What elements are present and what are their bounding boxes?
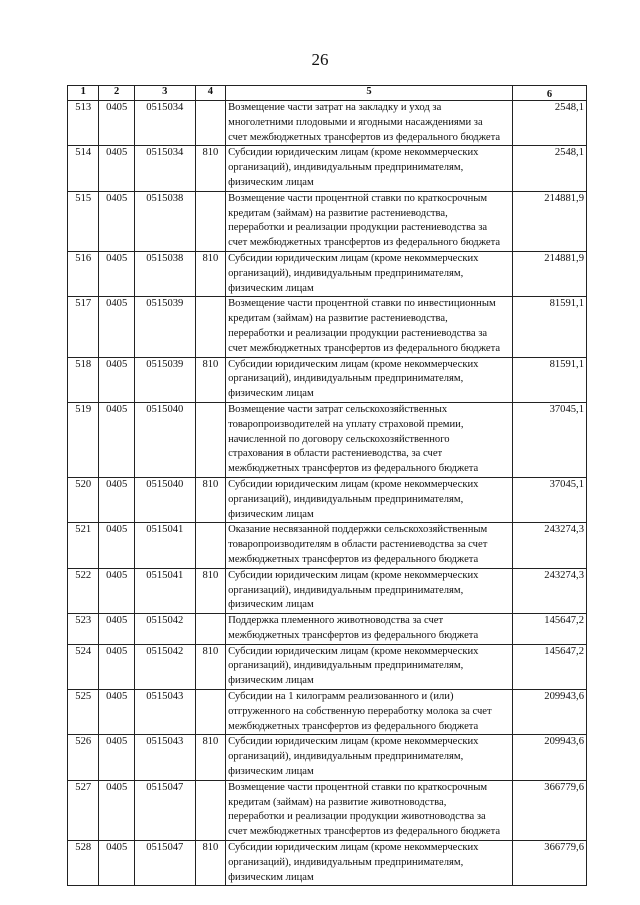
table-row — [68, 614, 587, 645]
item-name-line: организаций), индивидуальным предпринимателям, — [228, 267, 464, 279]
row-number: 513 — [68, 101, 99, 146]
item-name — [226, 735, 513, 780]
row-number: 528 — [68, 841, 99, 886]
target-article-code: 0515040 — [134, 402, 195, 477]
row-number: 518 — [68, 357, 99, 402]
item-name-line: отгруженного на собственную переработку молока за счет — [228, 705, 492, 717]
item-name-line: организаций), индивидуальным предпринимателям, — [228, 751, 464, 763]
item-name — [226, 101, 513, 146]
item-name — [226, 841, 513, 886]
item-name-line: Субсидии юридическим лицам (кроме некоммерческих — [228, 569, 479, 581]
expense-type-code: 810 — [195, 644, 225, 689]
amount: 243274,3 — [512, 523, 586, 568]
header-col-6: 6 — [512, 86, 586, 101]
section-code: 0405 — [99, 614, 134, 645]
table-header — [68, 86, 587, 101]
section-code: 0405 — [99, 101, 134, 146]
section-code: 0405 — [99, 191, 134, 251]
item-name-line: многолетними плодовыми и ягодными насаждениями за — [228, 116, 483, 128]
amount: 2548,1 — [512, 146, 586, 191]
section-code: 0405 — [99, 780, 134, 840]
section-code: 0405 — [99, 568, 134, 613]
item-name — [226, 477, 513, 522]
table-row — [68, 568, 587, 613]
amount: 209943,6 — [512, 690, 586, 735]
expense-type-code: 810 — [195, 357, 225, 402]
item-name — [226, 402, 513, 477]
table-row — [68, 523, 587, 568]
item-name-line: межбюджетных трансфертов из федерального бюджета — [228, 629, 479, 641]
amount: 37045,1 — [512, 402, 586, 477]
item-name — [226, 357, 513, 402]
item-name — [226, 568, 513, 613]
section-code: 0405 — [99, 735, 134, 780]
target-article-code: 0515038 — [134, 191, 195, 251]
item-name-line: Субсидии юридическим лицам (кроме некоммерческих — [228, 478, 479, 490]
item-name-line: организаций), индивидуальным предпринимателям, — [228, 584, 464, 596]
amount: 243274,3 — [512, 568, 586, 613]
item-name — [226, 146, 513, 191]
table-row — [68, 251, 587, 296]
row-number: 520 — [68, 477, 99, 522]
table-row — [68, 191, 587, 251]
row-number: 519 — [68, 402, 99, 477]
row-number: 516 — [68, 251, 99, 296]
item-name-line: межбюджетных трансфертов из федерального бюджета — [228, 720, 479, 732]
section-code: 0405 — [99, 841, 134, 886]
item-name-line: товаропроизводителям в области растениеводства за счет — [228, 539, 488, 551]
item-name-line: Субсидии юридическим лицам (кроме некоммерческих — [228, 736, 479, 748]
target-article-code: 0515042 — [134, 644, 195, 689]
item-name-line: физическим лицам — [228, 508, 314, 520]
target-article-code: 0515047 — [134, 841, 195, 886]
expense-type-code: 810 — [195, 735, 225, 780]
item-name-line: счет межбюджетных трансфертов из федерального бюджета — [228, 131, 501, 143]
target-article-code: 0515043 — [134, 735, 195, 780]
item-name-line: организаций), индивидуальным предпринимателям, — [228, 856, 464, 868]
expense-type-code: 810 — [195, 477, 225, 522]
target-article-code: 0515041 — [134, 568, 195, 613]
table-row — [68, 780, 587, 840]
expense-type-code: 810 — [195, 146, 225, 191]
item-name-line: переработки и реализации продукции растениеводства за — [228, 222, 488, 234]
item-name-line: организаций), индивидуальным предпринимателям, — [228, 493, 464, 505]
section-code: 0405 — [99, 644, 134, 689]
item-name-line: организаций), индивидуальным предпринимателям, — [228, 660, 464, 672]
row-number: 514 — [68, 146, 99, 191]
row-number: 517 — [68, 297, 99, 357]
table-row — [68, 690, 587, 735]
row-number: 522 — [68, 568, 99, 613]
target-article-code: 0515038 — [134, 251, 195, 296]
header-col-5: 5 — [226, 86, 513, 101]
header-col-2: 2 — [99, 86, 134, 101]
item-name — [226, 251, 513, 296]
item-name — [226, 644, 513, 689]
item-name — [226, 780, 513, 840]
expense-type-code — [195, 780, 225, 840]
table-row — [68, 477, 587, 522]
item-name-line: Субсидии юридическим лицам (кроме некоммерческих — [228, 147, 479, 159]
header-col-4: 4 — [195, 86, 225, 101]
target-article-code: 0515040 — [134, 477, 195, 522]
item-name-line: Субсидии юридическим лицам (кроме некоммерческих — [228, 358, 479, 370]
item-name-line: Субсидии на 1 килограмм реализованного и (или) — [228, 691, 454, 703]
amount: 145647,2 — [512, 614, 586, 645]
item-name-line: начисленной по договору сельскохозяйственного — [228, 433, 450, 445]
section-code: 0405 — [99, 690, 134, 735]
item-name-line: счет межбюджетных трансфертов из федерального бюджета — [228, 826, 501, 838]
expense-type-code: 810 — [195, 568, 225, 613]
amount: 366779,6 — [512, 780, 586, 840]
item-name-line: Поддержка племенного животноводства за счет — [228, 615, 444, 627]
section-code: 0405 — [99, 477, 134, 522]
row-number: 523 — [68, 614, 99, 645]
target-article-code: 0515041 — [134, 523, 195, 568]
item-name — [226, 297, 513, 357]
target-article-code: 0515039 — [134, 357, 195, 402]
item-name-line: физическим лицам — [228, 176, 314, 188]
item-name-line: Возмещение части процентной ставки по инвестиционным — [228, 298, 496, 310]
item-name-line: организаций), индивидуальным предпринимателям, — [228, 373, 464, 385]
item-name-line: кредитам (займам) на развитие растениеводства, — [228, 207, 448, 219]
item-name-line: Возмещение части процентной ставки по краткосрочным — [228, 781, 488, 793]
row-number: 521 — [68, 523, 99, 568]
item-name-line: межбюджетных трансфертов из федерального бюджета — [228, 463, 479, 475]
item-name-line: Субсидии юридическим лицам (кроме некоммерческих — [228, 645, 479, 657]
item-name-line: Субсидии юридическим лицам (кроме некоммерческих — [228, 842, 479, 854]
budget-table — [67, 85, 587, 886]
row-number: 525 — [68, 690, 99, 735]
target-article-code: 0515043 — [134, 690, 195, 735]
amount: 81591,1 — [512, 357, 586, 402]
target-article-code: 0515039 — [134, 297, 195, 357]
item-name — [226, 614, 513, 645]
item-name-line: товаропроизводителей на уплату страховой премии, — [228, 418, 464, 430]
item-name-line: счет межбюджетных трансфертов из федерального бюджета — [228, 237, 501, 249]
table-row — [68, 146, 587, 191]
item-name-line: страхования в области растениеводства, за счет — [228, 448, 443, 460]
item-name-line: Субсидии юридическим лицам (кроме некоммерческих — [228, 252, 479, 264]
item-name-line: физическим лицам — [228, 282, 314, 294]
amount: 209943,6 — [512, 735, 586, 780]
row-number: 524 — [68, 644, 99, 689]
table-body — [68, 101, 587, 886]
item-name — [226, 191, 513, 251]
amount: 214881,9 — [512, 251, 586, 296]
section-code: 0405 — [99, 523, 134, 568]
amount: 366779,6 — [512, 841, 586, 886]
expense-type-code — [195, 690, 225, 735]
expense-type-code — [195, 402, 225, 477]
target-article-code: 0515042 — [134, 614, 195, 645]
expense-type-code: 810 — [195, 841, 225, 886]
item-name-line: счет межбюджетных трансфертов из федерального бюджета — [228, 342, 501, 354]
item-name-line: кредитам (займам) на развитие растениеводства, — [228, 313, 448, 325]
item-name-line: физическим лицам — [228, 599, 314, 611]
expense-type-code — [195, 523, 225, 568]
amount: 37045,1 — [512, 477, 586, 522]
row-number: 526 — [68, 735, 99, 780]
amount: 81591,1 — [512, 297, 586, 357]
item-name-line: Оказание несвязанной поддержки сельскохозяйственным — [228, 524, 488, 536]
amount: 214881,9 — [512, 191, 586, 251]
target-article-code: 0515034 — [134, 146, 195, 191]
item-name-line: кредитам (займам) на развитие животноводства, — [228, 796, 447, 808]
item-name-line: организаций), индивидуальным предпринимателям, — [228, 162, 464, 174]
expense-type-code — [195, 614, 225, 645]
table-row — [68, 297, 587, 357]
section-code: 0405 — [99, 251, 134, 296]
amount: 2548,1 — [512, 101, 586, 146]
row-number: 527 — [68, 780, 99, 840]
table-row — [68, 101, 587, 146]
target-article-code: 0515047 — [134, 780, 195, 840]
item-name-line: переработки и реализации продукции животноводства за — [228, 811, 486, 823]
item-name — [226, 523, 513, 568]
item-name-line: физическим лицам — [228, 675, 314, 687]
page-number: 26 — [311, 50, 329, 69]
expense-type-code — [195, 297, 225, 357]
table-row — [68, 644, 587, 689]
item-name-line: Возмещение части процентной ставки по краткосрочным — [228, 192, 488, 204]
section-code: 0405 — [99, 402, 134, 477]
header-row — [68, 86, 587, 101]
table-row — [68, 735, 587, 780]
target-article-code: 0515034 — [134, 101, 195, 146]
header-col-3: 3 — [134, 86, 195, 101]
item-name — [226, 690, 513, 735]
table-row — [68, 402, 587, 477]
amount: 145647,2 — [512, 644, 586, 689]
item-name-line: межбюджетных трансфертов из федерального бюджета — [228, 553, 479, 565]
item-name-line: Возмещение части затрат сельскохозяйственных — [228, 403, 448, 415]
row-number: 515 — [68, 191, 99, 251]
expense-type-code: 810 — [195, 251, 225, 296]
expense-type-code — [195, 191, 225, 251]
section-code: 0405 — [99, 297, 134, 357]
table-row — [68, 357, 587, 402]
section-code: 0405 — [99, 146, 134, 191]
expense-type-code — [195, 101, 225, 146]
item-name-line: переработки и реализации продукции растениеводства за — [228, 327, 488, 339]
item-name-line: физическим лицам — [228, 388, 314, 400]
item-name-line: физическим лицам — [228, 766, 314, 778]
table-row — [68, 841, 587, 886]
item-name-line: физическим лицам — [228, 871, 314, 883]
item-name-line: Возмещение части затрат на закладку и уход за — [228, 102, 442, 113]
header-col-1: 1 — [68, 86, 99, 101]
section-code: 0405 — [99, 357, 134, 402]
